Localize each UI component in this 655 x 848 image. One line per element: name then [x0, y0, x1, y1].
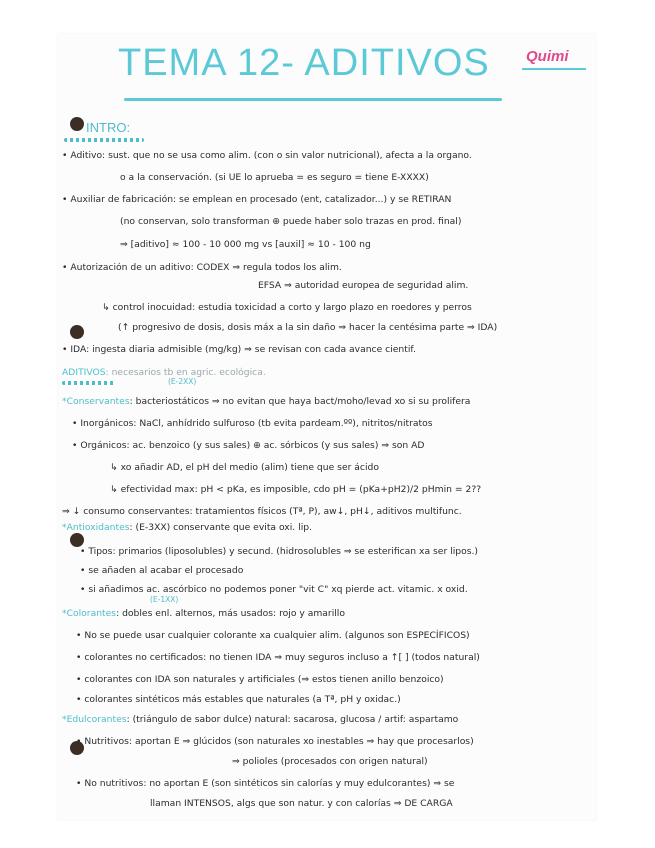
intro-squiggle [64, 138, 144, 142]
note-line: ⇒ polioles (procesados con origen natural) [232, 756, 428, 767]
note-line: • colorantes con IDA son naturales y artificiales (⇒ estos tienen anillo benzoico) [76, 674, 444, 685]
section-edulcorantes [62, 714, 458, 726]
page-title: TEMA 12- ADITIVOS [118, 42, 490, 84]
section-label: *Antioxidantes [62, 522, 130, 533]
note-line: o a la conservación. (si UE lo aprueba = es seguro = tiene E-XXXX) [120, 172, 429, 183]
binder-hole-2 [70, 325, 84, 339]
note-line: ⇒ [aditivo] ≈ 100 - 10 000 mg vs [auxil] ≈ 10 - 100 ng [120, 239, 371, 250]
note-line: ↳ xo añadir AD, el pH del medio (alim) tiene que ser ácido [110, 462, 379, 473]
note-line: • IDA: ingesta diaria admisible (mg/kg) ⇒ se revisan con cada avance cientif. [62, 344, 416, 355]
note-line: • Nutritivos: aportan E ⇒ glúcidos (son naturales xo inestables ⇒ hay que procesarlos) [76, 736, 474, 747]
section-text: : dobles enl. alternos, más usados: rojo y amarillo [116, 608, 345, 619]
section-label: *Edulcorantes [62, 714, 127, 725]
note-line: EFSA ⇒ autoridad europea de seguridad alim. [258, 280, 469, 291]
note-line: llaman INTENSOS, algs que son natur. y con calorías ⇒ DE CARGA [150, 798, 453, 809]
tag-underline [522, 68, 586, 70]
note-line: • si añadimos ac. ascórbico no podemos poner "vit C" xq pierde act. vitamic. x oxid. [80, 584, 468, 595]
note-line: • No se puede usar cualquier colorante xa cualquier alim. (algunos son ESPECÍFICOS) [76, 630, 470, 641]
aditivos-squiggle [62, 381, 116, 385]
note-line: • colorantes no certificados: no tienen IDA ⇒ muy seguros incluso a ↑[ ] (todos natural) [76, 652, 480, 663]
section-antioxidantes [62, 522, 312, 534]
note-line: (no conservan, solo transforman ⊕ puede haber solo trazas en prod. final) [120, 216, 462, 227]
code-note: (E-2XX) [168, 377, 197, 386]
note-line: • Aditivo: sust. que no se usa como alim. (con o sin valor nutricional), afecta a la organo. [62, 150, 472, 161]
note-line: ⇒ ↓ consumo conservantes: tratamientos físicos (Tª, P), aw↓, pH↓, aditivos multifunc. [62, 506, 462, 517]
note-line: • No nutritivos: no aportan E (son sintéticos sin calorías y muy edulcorantes) ⇒ se [76, 778, 455, 789]
section-conservantes [62, 396, 470, 408]
note-line: • colorantes sintéticos más estables que naturales (a Tª, pH y oxidac.) [76, 694, 401, 705]
note-line: (↑ progresivo de dosis, dosis máx a la sin daño ⇒ hacer la centésima parte ⇒ IDA) [118, 322, 498, 333]
note-line: • Inorgánicos: NaCl, anhídrido sulfuroso (tb evita pardeam.ºº), nitritos/nitratos [72, 418, 433, 429]
binder-hole-3 [70, 533, 84, 547]
title-underline [124, 98, 502, 101]
section-colorantes [62, 608, 345, 620]
note-line: • Autorización de un aditivo: CODEX ⇒ regula todos los alim. [62, 262, 342, 273]
note-line [168, 377, 197, 394]
binder-hole-1 [70, 117, 84, 131]
section-text: : (triángulo de sabor dulce) natural: sacarosa, glucosa / artif: aspartamo [126, 714, 459, 725]
subject-tag: Quimi [526, 48, 569, 65]
section-note: : necesarios tb en agric. ecológica. [105, 367, 266, 378]
note-line: • Orgánicos: ac. benzoico (y sus sales) ⊕ ac. sórbicos (y sus sales) ⇒ son AD [72, 440, 425, 451]
section-text: : (E-3XX) conservante que evita oxi. lip. [129, 522, 313, 533]
section-text: : bacteriostáticos ⇒ no evitan que haya bact/moho/levad xo si su prolifera [129, 396, 471, 407]
note-line: • Auxiliar de fabricación: se emplean en procesado (ent, catalizador...) y se RETIRAN [62, 194, 452, 205]
section-label: *Conservantes [62, 396, 130, 407]
note-line: ↳ control inocuidad: estudia toxicidad a corto y largo plazo en roedores y perros [102, 302, 472, 313]
code-note: (E-1XX) [150, 595, 179, 604]
section-aditivos [62, 367, 266, 379]
note-line: ↳ efectividad max: pH < pKa, es imposible, cdo pH = (pKa+pH2)/2 pHmin = 2?? [110, 484, 482, 495]
section-label: *Colorantes [62, 608, 117, 619]
note-line: • Tipos: primarios (liposolubles) y secund. (hidrosolubles ⇒ se esterifican xa ser lipos.) [80, 546, 479, 557]
note-line: • se añaden al acabar el procesado [80, 565, 244, 576]
section-label: ADITIVOS [62, 367, 106, 378]
intro-heading: INTRO: [86, 120, 131, 135]
